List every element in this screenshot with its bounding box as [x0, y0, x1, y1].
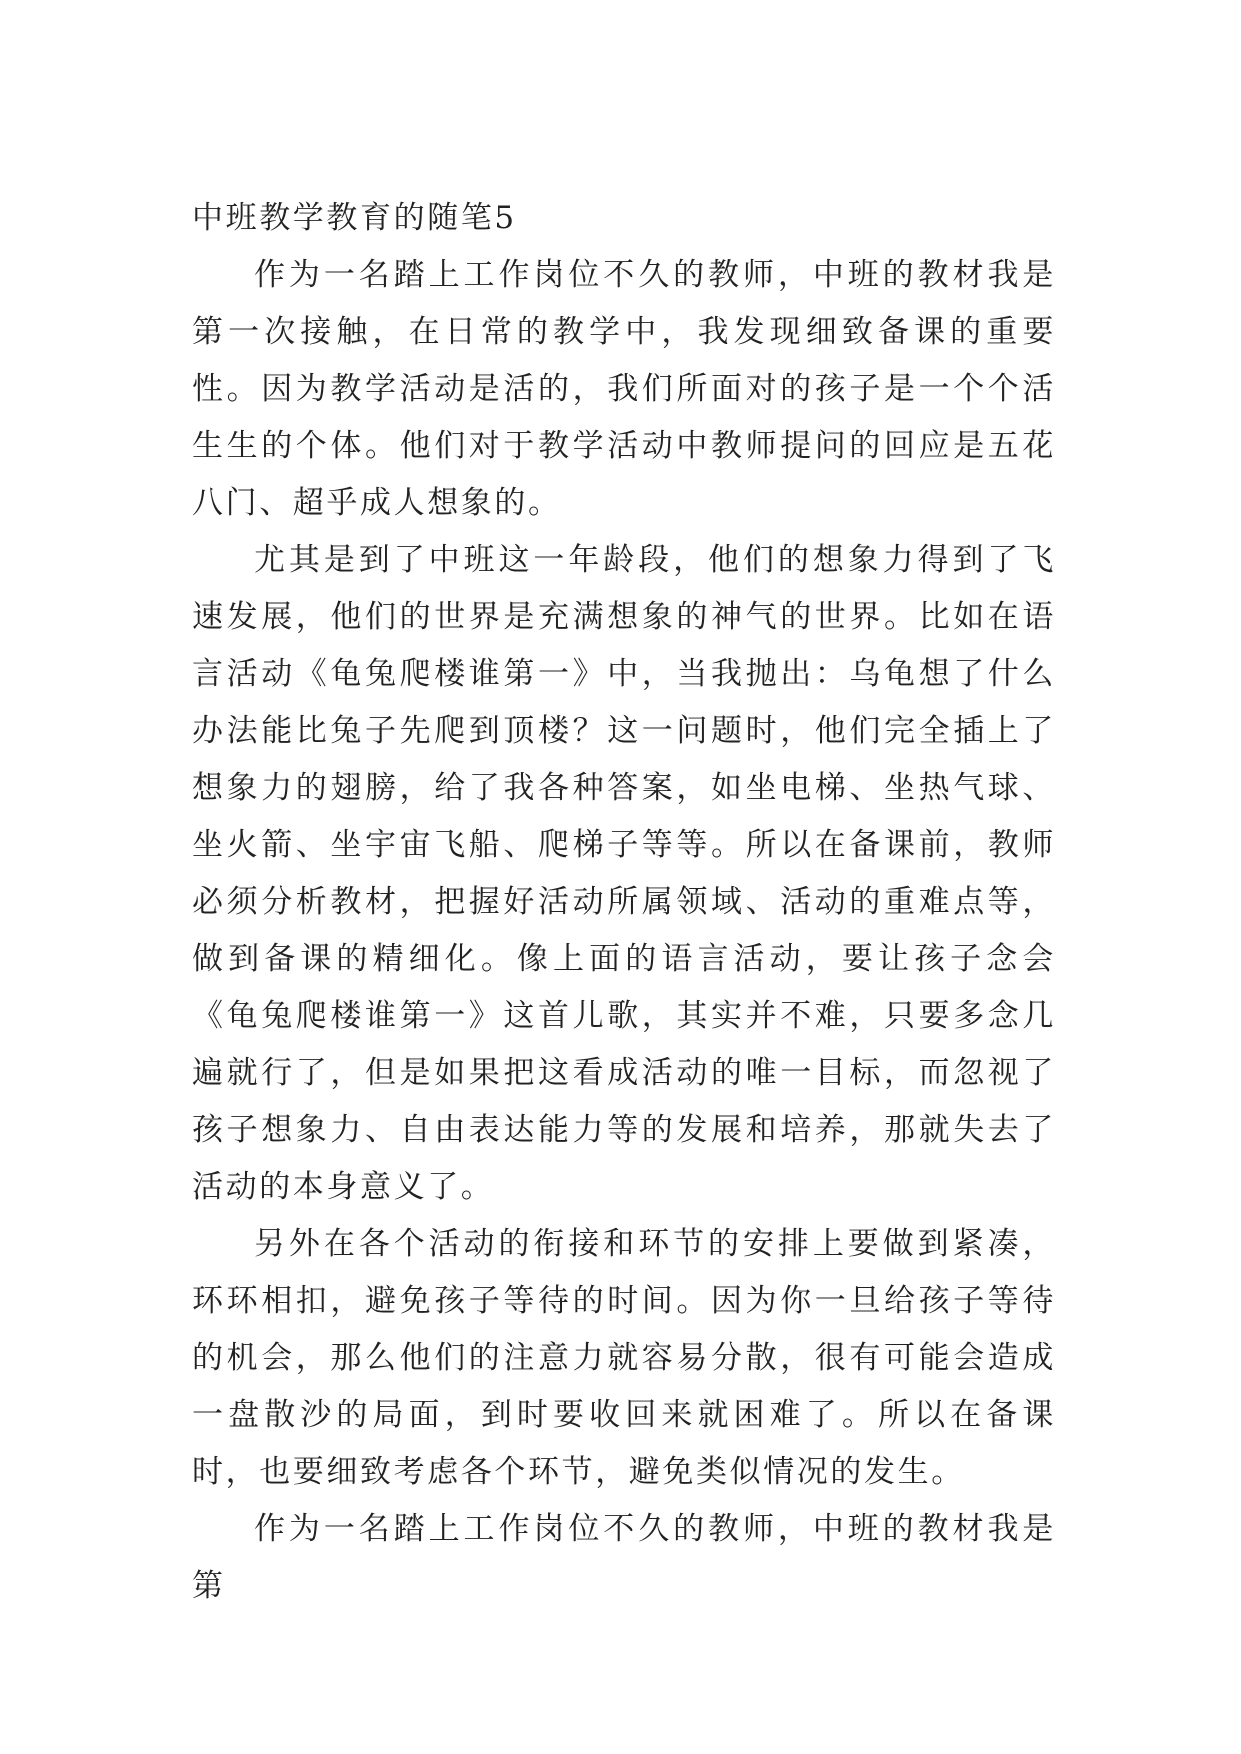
paragraph-4: 作为一名踏上工作岗位不久的教师，中班的教材我是第 — [192, 1511, 1056, 1604]
document-title: 中班教学教育的随笔5 — [192, 200, 517, 236]
paragraph-1: 作为一名踏上工作岗位不久的教师，中班的教材我是第一次接触，在日常的教学中，我发现细致备课的重要性。因为教学活动是活的，我们所面对的孩子是一个个活生生的个体。他们对于教学活动中教师提问的回应是五花八门、超乎成人想象的。 — [192, 257, 1056, 521]
paragraph-3: 另外在各个活动的衔接和环节的安排上要做到紧凑，环环相扣，避免孩子等待的时间。因为你一旦给孩子等待的机会，那么他们的注意力就容易分散，很有可能会造成一盘散沙的局面，到时要收回来就困难了。所以在备课时，也要细致考虑各个环节，避免类似情况的发生。 — [192, 1226, 1056, 1490]
paragraph-2: 尤其是到了中班这一年龄段，他们的想象力得到了飞速发展，他们的世界是充满想象的神气的世界。比如在语言活动《龟兔爬楼谁第一》中，当我抛出：乌龟想了什么办法能比兔子先爬到顶楼？这一问题时，他们完全插上了想象力的翅膀，给了我各种答案，如坐电梯、坐热气球、坐火箭、坐宇宙飞船、爬梯子等等。所以在备课前，教师必须分析教材，把握好活动所属领域、活动的重难点等，做到备课的精细化。像上面的语言活动，要让孩子念会《龟兔爬楼谁第一》这首儿歌，其实并不难，只要多念几遍就行了，但是如果把这看成活动的唯一目标，而忽视了孩子想象力、自由表达能力等的发展和培养，那就失去了活动的本身意义了。 — [192, 542, 1056, 1205]
document-body — [192, 190, 1056, 1615]
